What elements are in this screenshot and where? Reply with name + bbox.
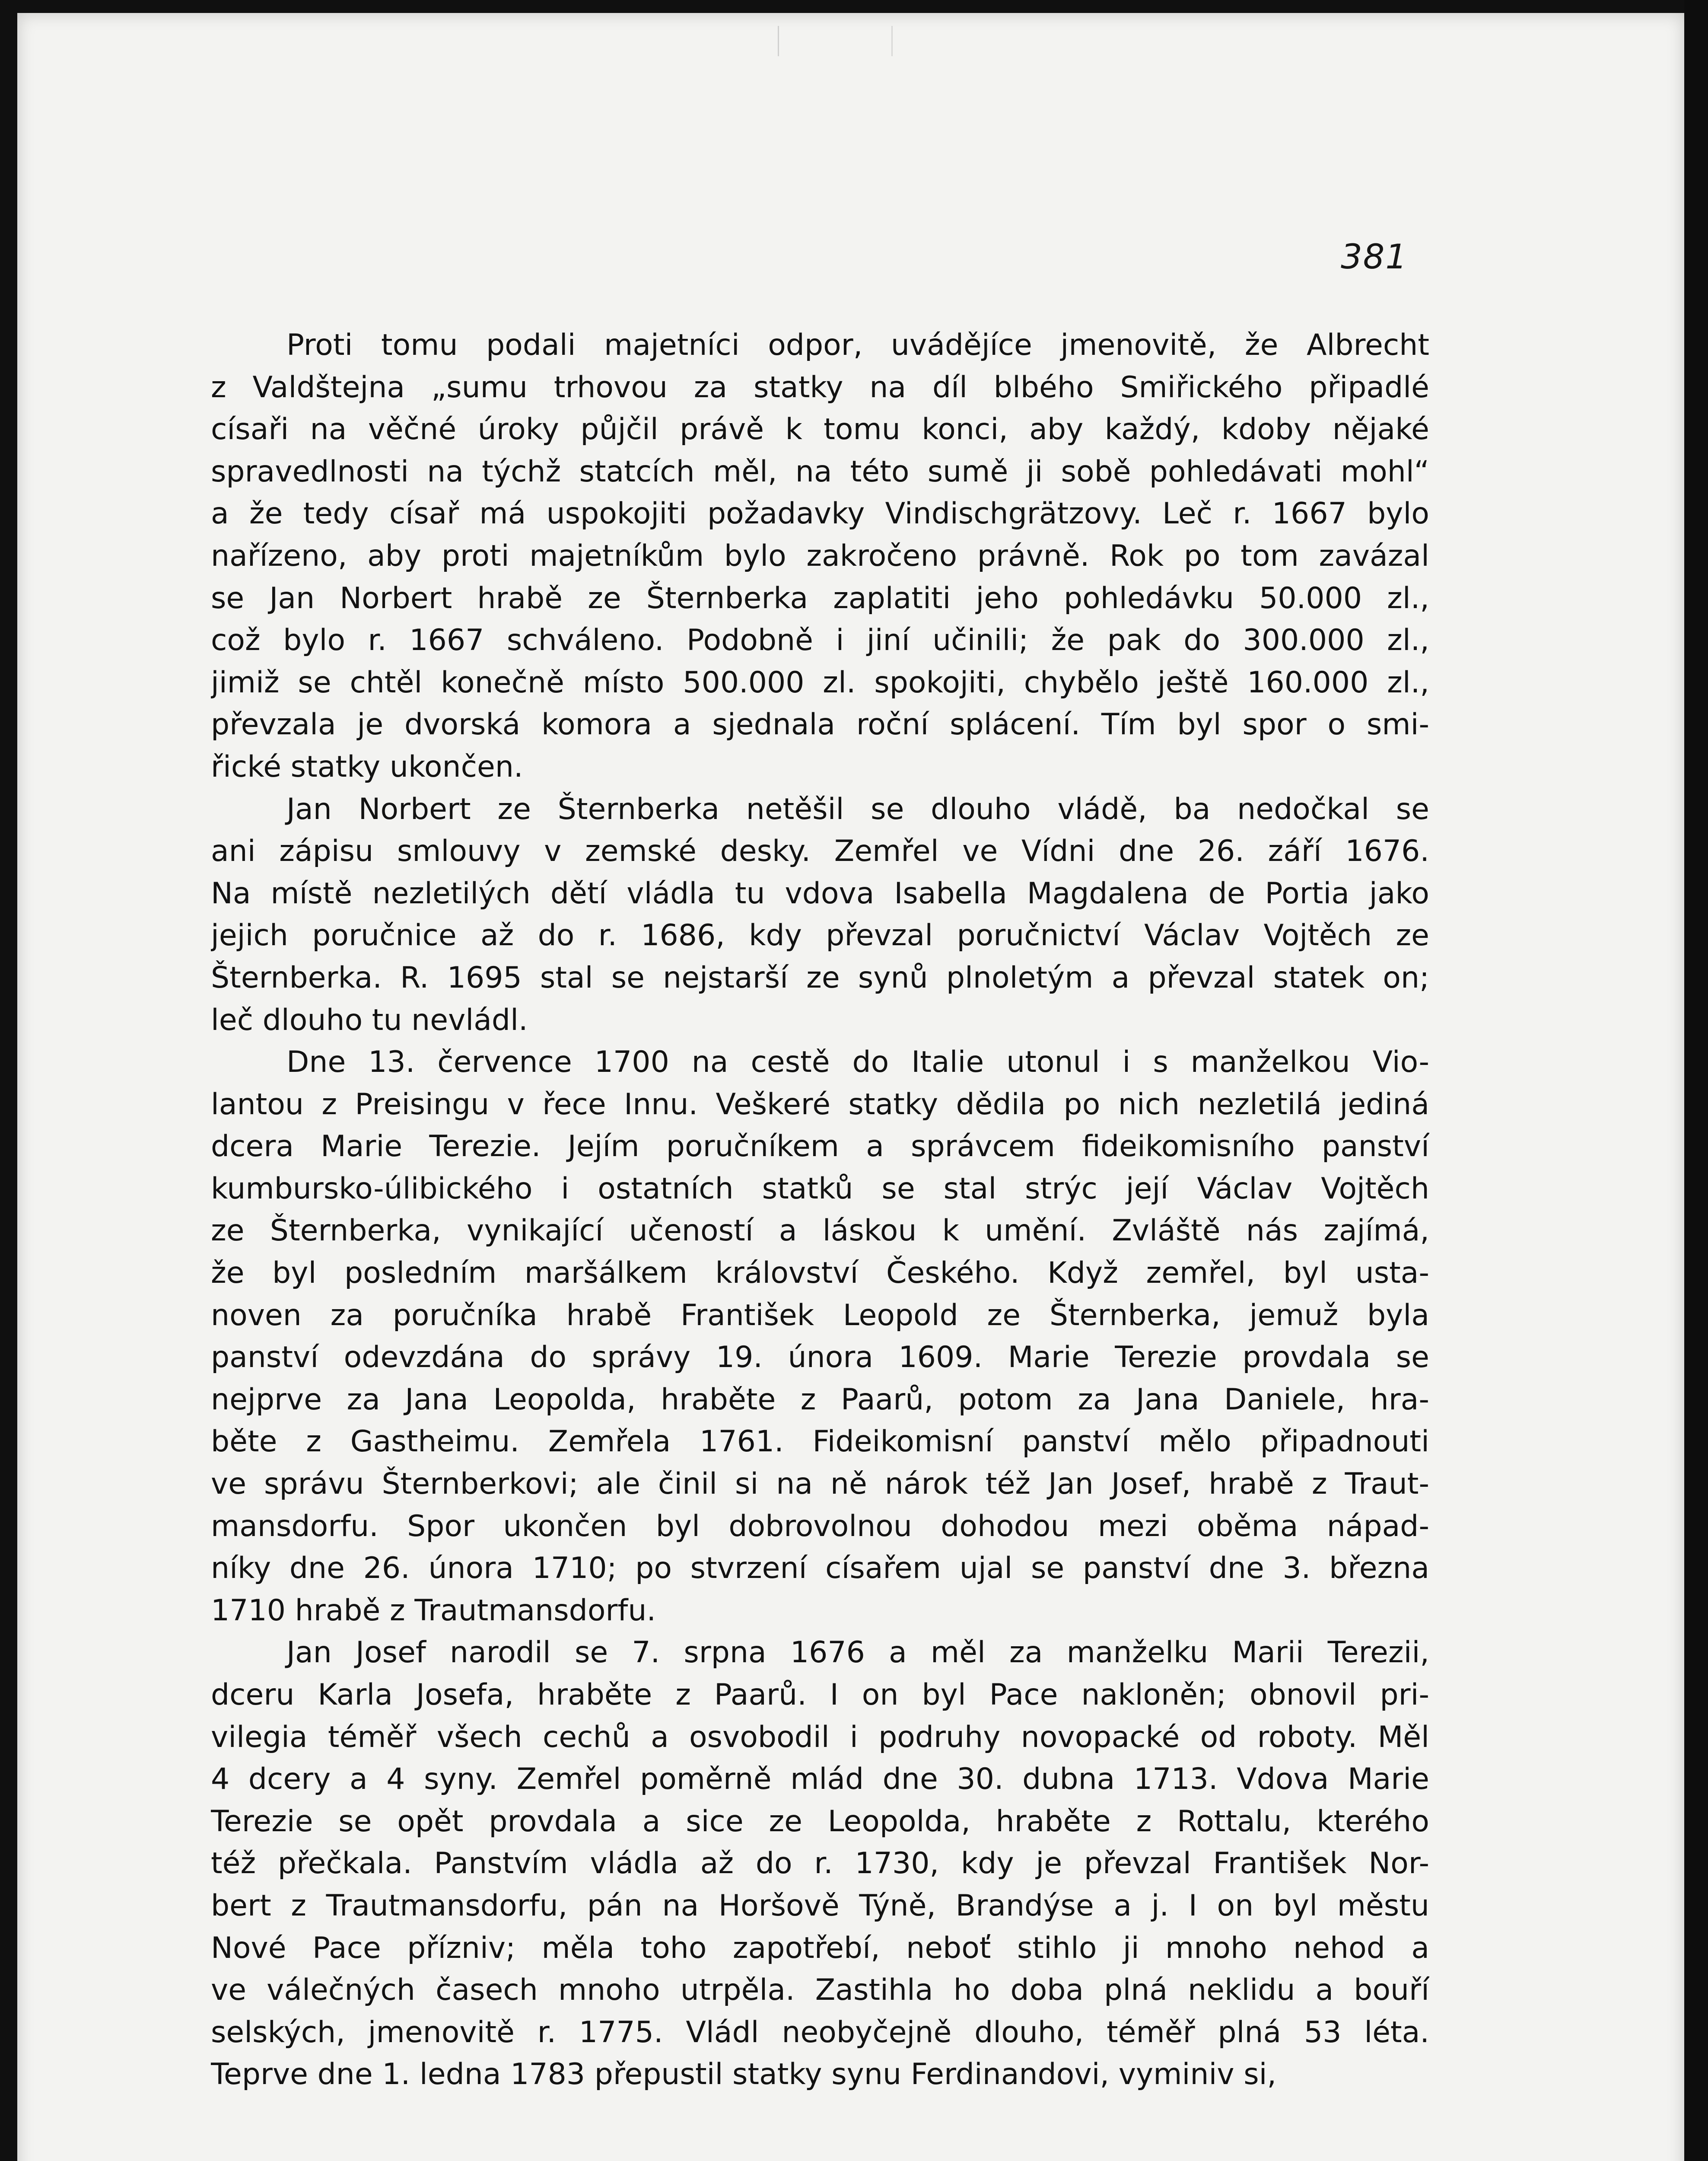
text-line: běte z Gastheimu. Zemřela 1761. Fideikomisní panství mělo připadnouti: [211, 1425, 1429, 1459]
text-line: dceru Karla Josefa, hraběte z Paarů. I on byl Pace nakloněn; obnovil pri-: [211, 1678, 1429, 1712]
text-line: Proti tomu podali majetníci odpor, uvádějíce jmenovitě, že Albrecht: [286, 328, 1429, 362]
text-line: 1710 hrabě z Trautmansdorfu.: [211, 1593, 656, 1628]
text-line: spravedlnosti na týchž statcích měl, na této sumě ji sobě pohledávati mohl“: [211, 454, 1429, 489]
text-line: ve válečných časech mnoho utrpěla. Zastihla ho doba plná neklidu a bouří: [211, 1973, 1429, 2008]
text-line: ze Šternberka, vynikající učeností a láskou k umění. Zvláště nás zajímá,: [211, 1214, 1429, 1248]
paper-sheet: [17, 13, 1684, 2161]
text-line: vilegia téměř všech cechů a osvobodil i podruhy novopacké od roboty. Měl: [211, 1720, 1429, 1754]
text-line: bert z Trautmansdorfu, pán na Horšově Týně, Brandýse a j. I on byl městu: [211, 1888, 1429, 1923]
text-line: lantou z Preisingu v řece Innu. Veškeré statky dědila po nich nezletilá jediná: [211, 1087, 1429, 1122]
text-line: Na místě nezletilých dětí vládla tu vdova Isabella Magdalena de Portia jako: [211, 876, 1429, 911]
text-line: Teprve dne 1. ledna 1783 přepustil statky synu Ferdinandovi, vyminiv si,: [211, 2057, 1277, 2092]
text-line: Jan Norbert ze Šternberka netěšil se dlouho vládě, ba nedočkal se: [286, 792, 1429, 826]
text-line: ve správu Šternberkovi; ale činil si na ně nárok též Jan Josef, hrabě z Traut-: [211, 1467, 1429, 1501]
text-line: že byl posledním maršálkem království Českého. Když zemřel, byl usta-: [211, 1256, 1429, 1291]
text-line: selských, jmenovitě r. 1775. Vládl neobyčejně dlouho, téměř plná 53 léta.: [211, 2015, 1429, 2049]
text-line: Jan Josef narodil se 7. srpna 1676 a měl za manželku Marii Terezii,: [286, 1635, 1429, 1670]
text-line: císaři na věčné úroky půjčil právě k tomu konci, aby každý, kdoby nějaké: [211, 412, 1429, 447]
text-line: Šternberka. R. 1695 stal se nejstarší ze synů plnoletým a převzal statek on;: [211, 960, 1429, 995]
text-line: 4 dcery a 4 syny. Zemřel poměrně mlád dne 30. dubna 1713. Vdova Marie: [211, 1762, 1429, 1797]
text-line: ani zápisu smlouvy v zemské desky. Zemřel ve Vídni dne 26. září 1676.: [211, 834, 1429, 869]
text-line: což bylo r. 1667 schváleno. Podobně i jiní učinili; že pak do 300.000 zl.,: [211, 623, 1429, 658]
text-line: Terezie se opět provdala a sice ze Leopolda, hraběte z Rottalu, kterého: [211, 1804, 1429, 1839]
text-line: též přečkala. Panstvím vládla až do r. 1730, kdy je převzal František Nor-: [211, 1846, 1429, 1881]
text-line: z Valdštejna „sumu trhovou za statky na díl blbého Smiřického připadlé: [211, 370, 1429, 405]
binding-mark: [778, 26, 893, 56]
text-line: jejich poručnice až do r. 1686, kdy převzal poručnictví Václav Vojtěch ze: [211, 918, 1429, 953]
text-line: leč dlouho tu nevládl.: [211, 1003, 528, 1037]
text-line: Nové Pace přízniv; měla toho zapotřebí, neboť stihlo ji mnoho nehod a: [211, 1931, 1429, 1965]
text-line: kumbursko-úlibického i ostatních statků se stal strýc její Václav Vojtěch: [211, 1171, 1429, 1206]
text-line: a že tedy císař má uspokojiti požadavky Vindischgrätzovy. Leč r. 1667 bylo: [211, 497, 1429, 531]
text-line: Dne 13. července 1700 na cestě do Italie utonul i s manželkou Vio-: [286, 1045, 1429, 1080]
text-line: panství odevzdána do správy 19. února 1609. Marie Terezie provdala se: [211, 1340, 1429, 1375]
text-line: nařízeno, aby proti majetníkům bylo zakročeno právně. Rok po tom zavázal: [211, 539, 1429, 573]
text-line: níky dne 26. února 1710; po stvrzení císařem ujal se panství dne 3. března: [211, 1551, 1429, 1586]
text-line: mansdorfu. Spor ukončen byl dobrovolnou dohodou mezi oběma nápad-: [211, 1509, 1429, 1543]
text-line: převzala je dvorská komora a sjednala roční splácení. Tím byl spor o smi-: [211, 708, 1429, 742]
scan-edge: [1684, 0, 1708, 2161]
page-number: 381: [1341, 238, 1408, 277]
text-line: noven za poručníka hrabě František Leopold ze Šternberka, jemuž byla: [211, 1298, 1429, 1332]
text-line: se Jan Norbert hrabě ze Šternberka zaplatiti jeho pohledávku 50.000 zl.,: [211, 581, 1429, 615]
text-line: jimiž se chtěl konečně místo 500.000 zl. spokojiti, chybělo ještě 160.000 zl.,: [211, 665, 1429, 700]
text-line: řické statky ukončen.: [211, 749, 523, 784]
text-line: dcera Marie Terezie. Jejím poručníkem a správcem fideikomisního panství: [211, 1129, 1429, 1164]
body-text: [211, 324, 1429, 2096]
text-line: nejprve za Jana Leopolda, hraběte z Paarů, potom za Jana Daniele, hra-: [211, 1382, 1429, 1417]
